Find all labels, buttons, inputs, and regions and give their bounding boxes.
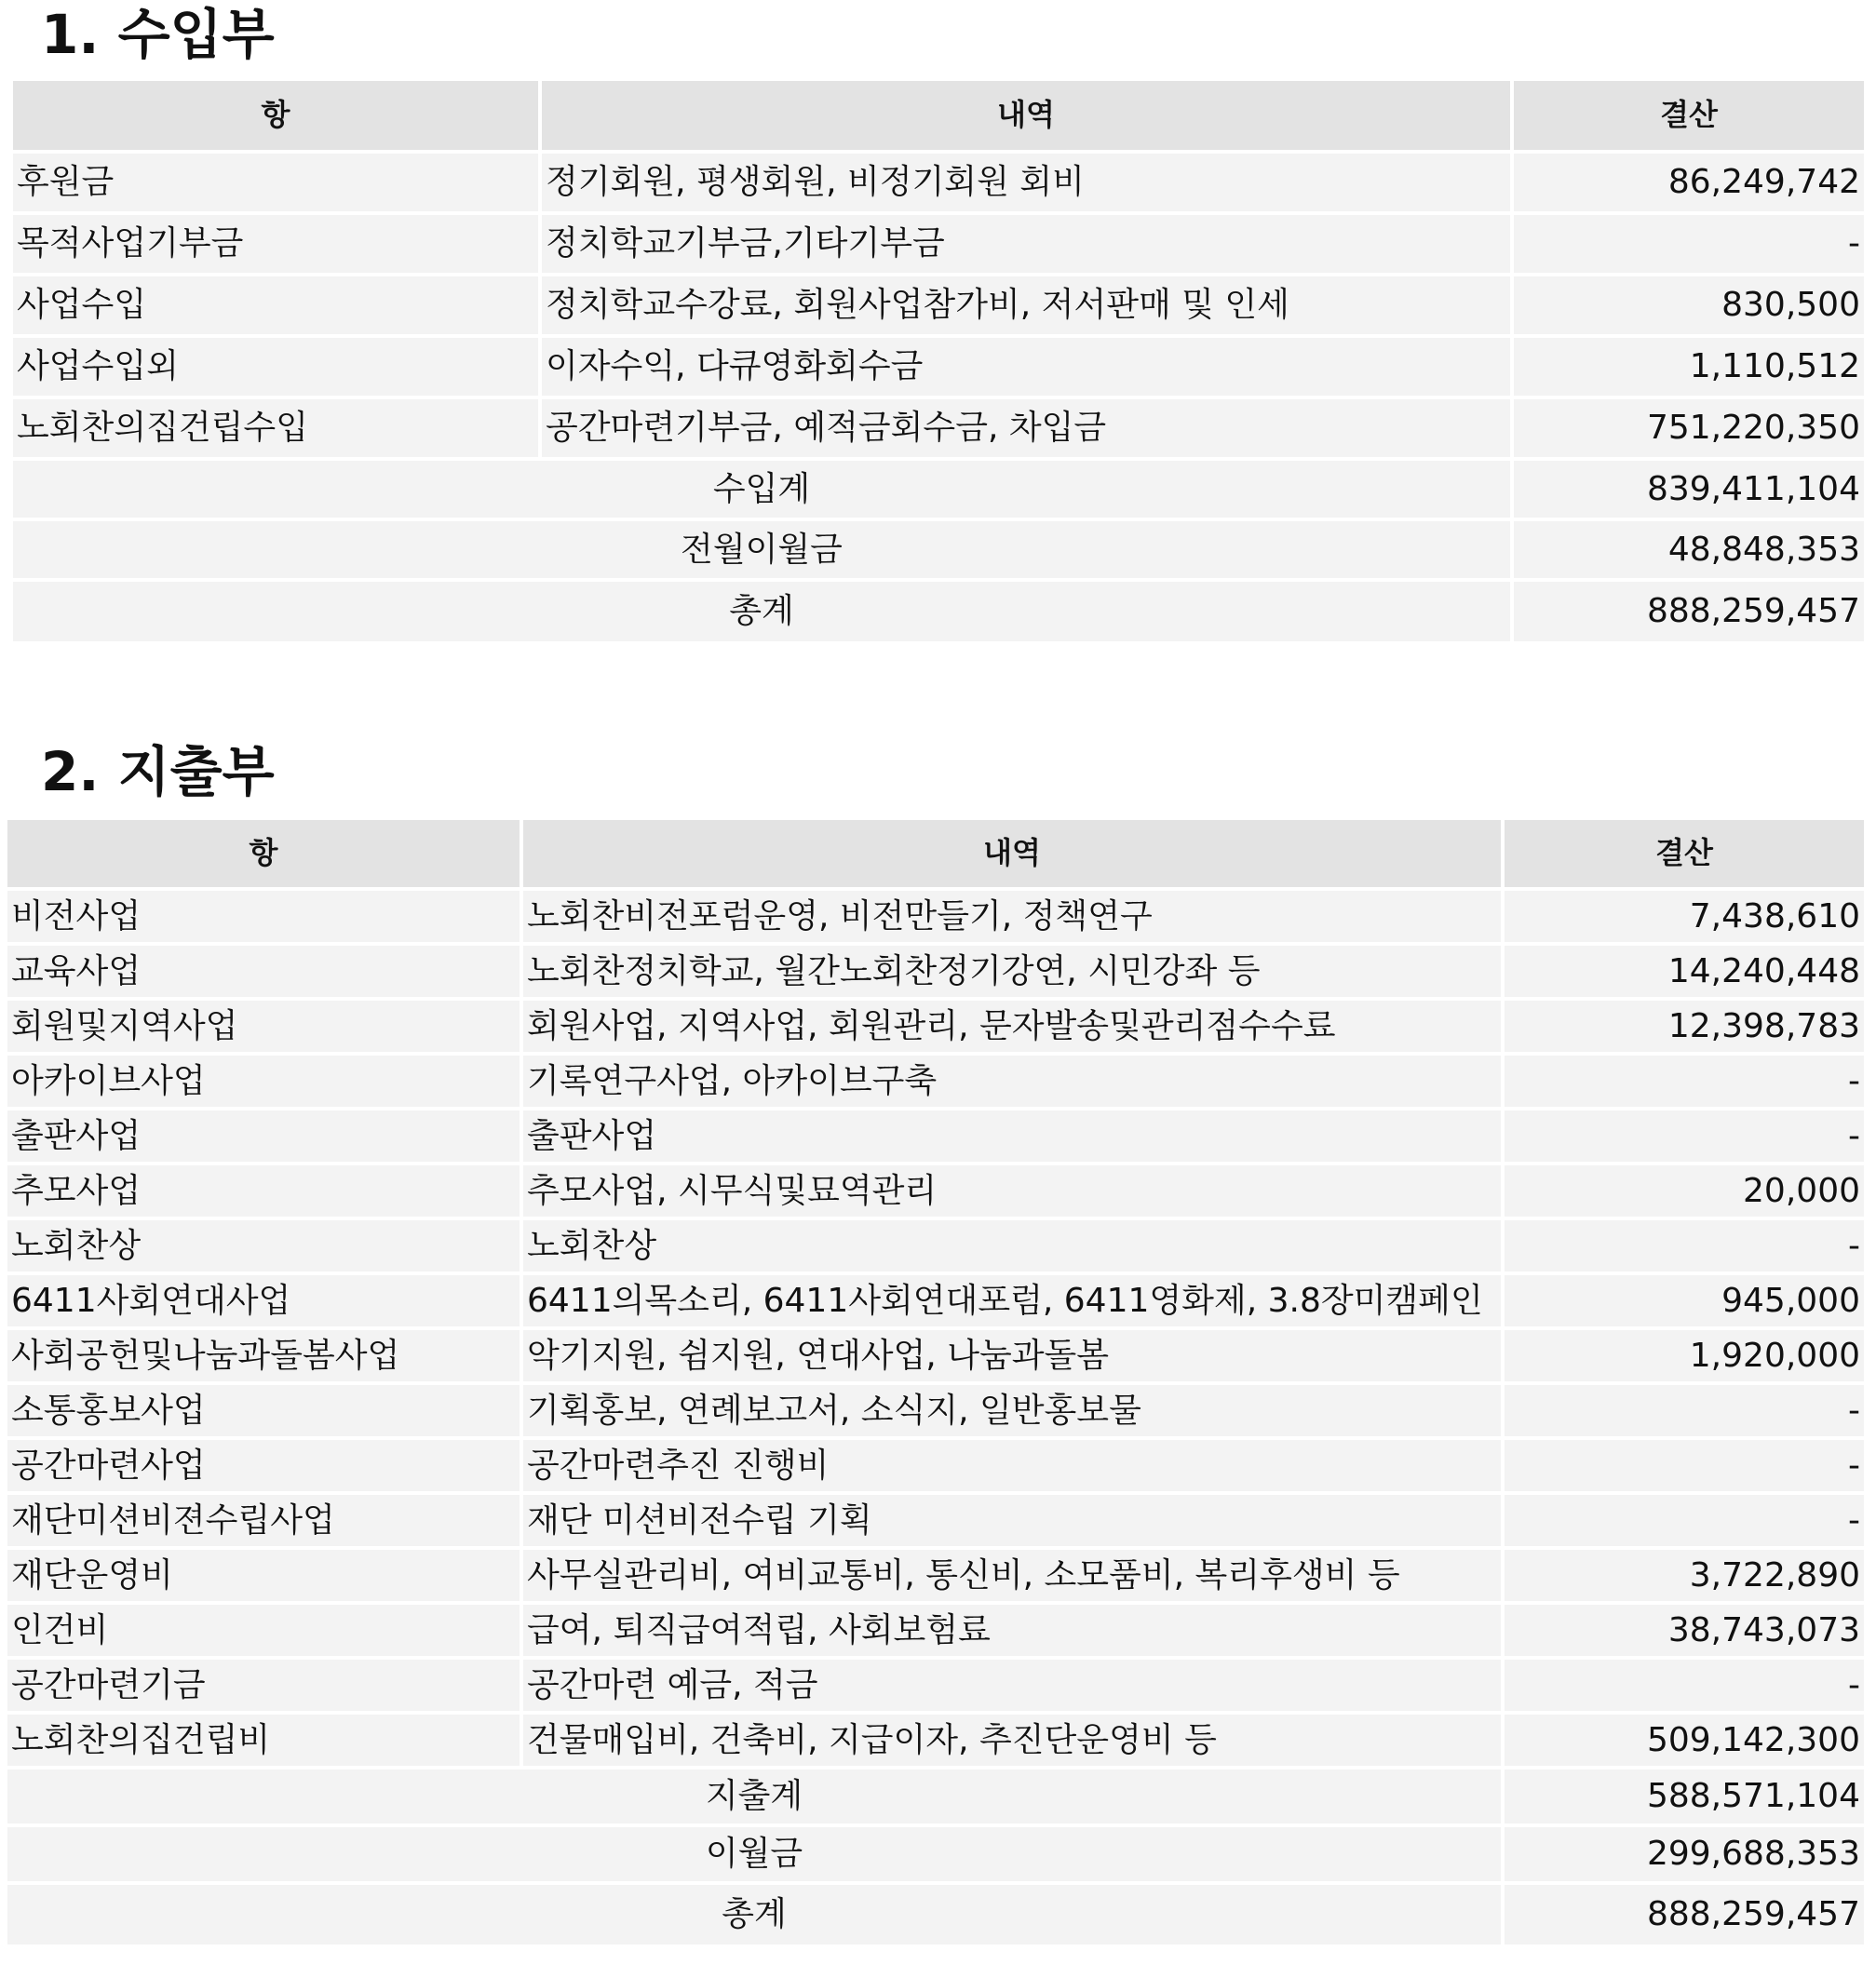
amount-cell: 3,722,890 — [1505, 1550, 1864, 1601]
amount-cell: - — [1505, 1220, 1864, 1272]
amount-cell: 1,110,512 — [1514, 338, 1864, 396]
income-table — [9, 77, 1868, 645]
total-label: 총계 — [7, 1885, 1501, 1944]
table-row — [7, 1220, 1864, 1272]
table-row — [7, 1660, 1864, 1711]
amount-cell: 509,142,300 — [1505, 1715, 1864, 1766]
detail-cell: 재단 미션비전수립 기획 — [523, 1495, 1501, 1546]
amount-cell: 20,000 — [1505, 1165, 1864, 1217]
carryover-label: 전월이월금 — [13, 521, 1510, 578]
item-cell: 교육사업 — [7, 946, 520, 997]
detail-cell: 이자수익, 다큐영화회수금 — [542, 338, 1510, 396]
amount-cell: 14,240,448 — [1505, 946, 1864, 997]
expense-subtotal-row — [7, 1769, 1864, 1823]
carryover-label: 이월금 — [7, 1827, 1501, 1881]
table-row — [7, 1056, 1864, 1107]
detail-cell: 회원사업, 지역사업, 회원관리, 문자발송및관리점수수료 — [523, 1001, 1501, 1052]
item-cell: 비전사업 — [7, 891, 520, 942]
amount-cell: 1,920,000 — [1505, 1330, 1864, 1381]
table-row — [13, 276, 1864, 334]
item-cell: 사업수입 — [13, 276, 538, 334]
header-detail: 내역 — [523, 820, 1501, 887]
subtotal-amount: 839,411,104 — [1514, 461, 1864, 518]
subtotal-amount: 588,571,104 — [1505, 1769, 1864, 1823]
expense-carryover-row — [7, 1827, 1864, 1881]
income-section-title: 1. 수입부 — [41, 3, 275, 66]
amount-cell: - — [1505, 1495, 1864, 1546]
detail-cell: 6411의목소리, 6411사회연대포럼, 6411영화제, 3.8장미캠페인 — [523, 1275, 1501, 1326]
amount-cell: 12,398,783 — [1505, 1001, 1864, 1052]
amount-cell: - — [1505, 1056, 1864, 1107]
detail-cell: 악기지원, 쉼지원, 연대사업, 나눔과돌봄 — [523, 1330, 1501, 1381]
detail-cell: 출판사업 — [523, 1110, 1501, 1162]
detail-cell: 정치학교수강료, 회원사업참가비, 저서판매 및 인세 — [542, 276, 1510, 334]
detail-cell: 노회찬비전포럼운영, 비전만들기, 정책연구 — [523, 891, 1501, 942]
table-row — [7, 1550, 1864, 1601]
table-row — [7, 1275, 1864, 1326]
header-item: 항 — [7, 820, 520, 887]
table-row — [7, 1605, 1864, 1656]
carryover-amount: 48,848,353 — [1514, 521, 1864, 578]
amount-cell: - — [1505, 1110, 1864, 1162]
header-amount: 결산 — [1514, 81, 1864, 150]
table-row — [7, 1715, 1864, 1766]
item-cell: 소통홍보사업 — [7, 1385, 520, 1436]
amount-cell: - — [1514, 215, 1864, 273]
income-rows — [13, 154, 1864, 641]
item-cell: 아카이브사업 — [7, 1056, 520, 1107]
amount-cell: - — [1505, 1440, 1864, 1491]
table-row — [7, 891, 1864, 942]
detail-cell: 건물매입비, 건축비, 지급이자, 추진단운영비 등 — [523, 1715, 1501, 1766]
table-row — [13, 154, 1864, 211]
amount-cell: 830,500 — [1514, 276, 1864, 334]
detail-cell: 노회찬정치학교, 월간노회찬정기강연, 시민강좌 등 — [523, 946, 1501, 997]
amount-cell: - — [1505, 1385, 1864, 1436]
table-row — [13, 399, 1864, 457]
income-total-row — [13, 582, 1864, 641]
item-cell: 재단미션비젼수립사업 — [7, 1495, 520, 1546]
amount-cell: 38,743,073 — [1505, 1605, 1864, 1656]
table-row — [7, 1110, 1864, 1162]
amount-cell: - — [1505, 1660, 1864, 1711]
expense-header-row — [7, 820, 1864, 887]
item-cell: 후원금 — [13, 154, 538, 211]
detail-cell: 정기회원, 평생회원, 비정기회원 회비 — [542, 154, 1510, 211]
item-cell: 사회공헌및나눔과돌봄사업 — [7, 1330, 520, 1381]
item-cell: 공간마련기금 — [7, 1660, 520, 1711]
table-row — [7, 1440, 1864, 1491]
detail-cell: 기록연구사업, 아카이브구축 — [523, 1056, 1501, 1107]
table-row — [7, 1001, 1864, 1052]
total-amount: 888,259,457 — [1505, 1885, 1864, 1944]
item-cell: 공간마련사업 — [7, 1440, 520, 1491]
carryover-amount: 299,688,353 — [1505, 1827, 1864, 1881]
item-cell: 노회찬의집건립비 — [7, 1715, 520, 1766]
item-cell: 회원및지역사업 — [7, 1001, 520, 1052]
detail-cell: 공간마련 예금, 적금 — [523, 1660, 1501, 1711]
item-cell: 목적사업기부금 — [13, 215, 538, 273]
detail-cell: 사무실관리비, 여비교통비, 통신비, 소모품비, 복리후생비 등 — [523, 1550, 1501, 1601]
table-row — [7, 1165, 1864, 1217]
detail-cell: 공간마련추진 진행비 — [523, 1440, 1501, 1491]
detail-cell: 정치학교기부금,기타기부금 — [542, 215, 1510, 273]
expense-table — [4, 816, 1868, 1948]
detail-cell: 추모사업, 시무식및묘역관리 — [523, 1165, 1501, 1217]
amount-cell: 751,220,350 — [1514, 399, 1864, 457]
subtotal-label: 지출계 — [7, 1769, 1501, 1823]
item-cell: 노회찬의집건립수입 — [13, 399, 538, 457]
detail-cell: 기획홍보, 연례보고서, 소식지, 일반홍보물 — [523, 1385, 1501, 1436]
amount-cell: 86,249,742 — [1514, 154, 1864, 211]
detail-cell: 공간마련기부금, 예적금회수금, 차입금 — [542, 399, 1510, 457]
table-row — [7, 1330, 1864, 1381]
header-detail: 내역 — [542, 81, 1510, 150]
item-cell: 사업수입외 — [13, 338, 538, 396]
item-cell: 인건비 — [7, 1605, 520, 1656]
expense-total-row — [7, 1885, 1864, 1944]
table-row — [7, 1385, 1864, 1436]
header-amount: 결산 — [1505, 820, 1864, 887]
header-item: 항 — [13, 81, 538, 150]
detail-cell: 급여, 퇴직급여적립, 사회보험료 — [523, 1605, 1501, 1656]
item-cell: 노회찬상 — [7, 1220, 520, 1272]
detail-cell: 노회찬상 — [523, 1220, 1501, 1272]
item-cell: 출판사업 — [7, 1110, 520, 1162]
amount-cell: 945,000 — [1505, 1275, 1864, 1326]
amount-cell: 7,438,610 — [1505, 891, 1864, 942]
item-cell: 추모사업 — [7, 1165, 520, 1217]
expense-rows — [7, 891, 1864, 1944]
income-subtotal-row — [13, 461, 1864, 518]
income-carryover-row — [13, 521, 1864, 578]
income-header-row — [13, 81, 1864, 150]
total-label: 총계 — [13, 582, 1510, 641]
expense-section-title: 2. 지출부 — [41, 740, 275, 803]
table-row — [7, 1495, 1864, 1546]
table-row — [13, 215, 1864, 273]
subtotal-label: 수입계 — [13, 461, 1510, 518]
table-row — [13, 338, 1864, 396]
item-cell: 6411사회연대사업 — [7, 1275, 520, 1326]
table-row — [7, 946, 1864, 997]
item-cell: 재단운영비 — [7, 1550, 520, 1601]
total-amount: 888,259,457 — [1514, 582, 1864, 641]
